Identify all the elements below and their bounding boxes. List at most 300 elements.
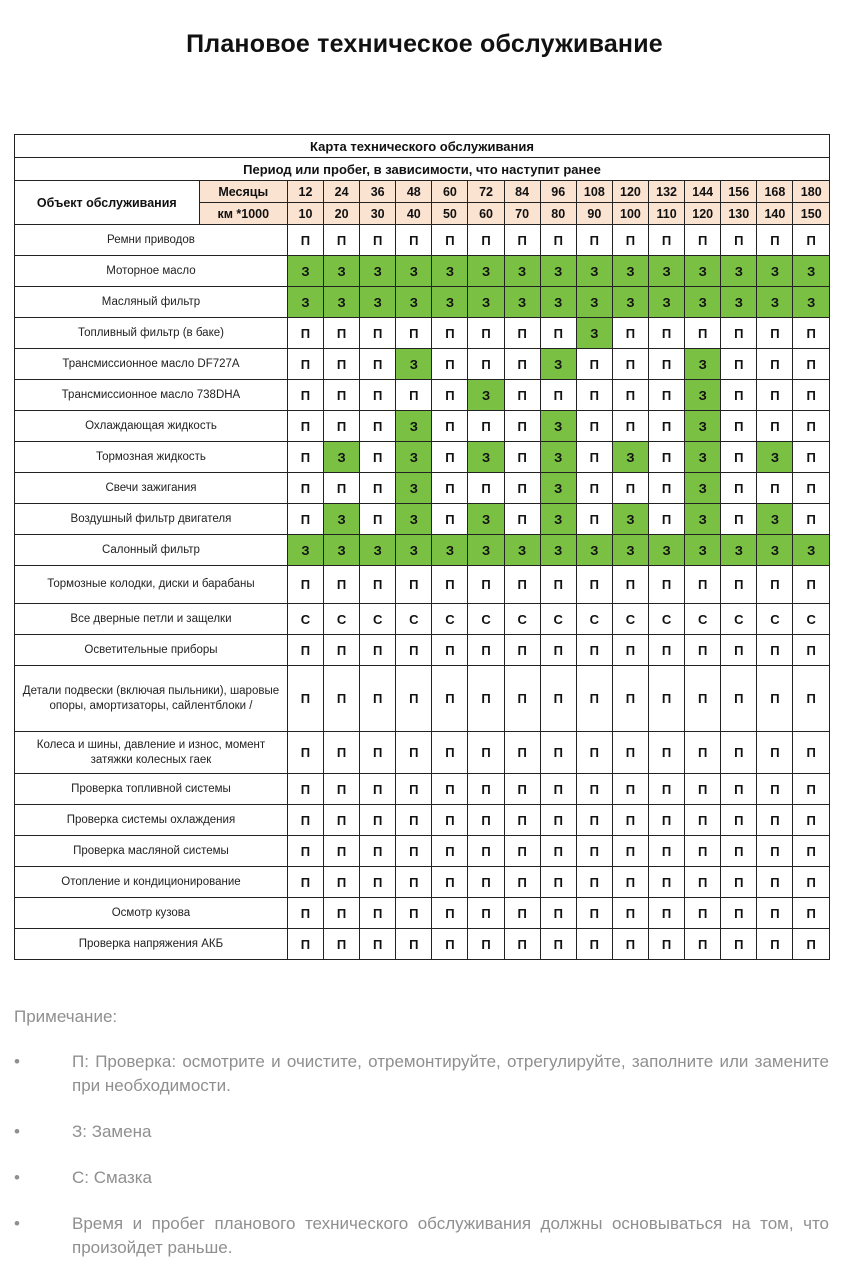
table-row: [15, 318, 830, 349]
schedule-cell: П: [649, 774, 685, 805]
service-item-name: Все дверные петли и защелки: [15, 604, 288, 635]
service-item-name: Детали подвески (включая пыльники), шаровые опоры, амортизаторы, сайлентблоки /: [15, 666, 288, 732]
schedule-cell: П: [649, 442, 685, 473]
schedule-cell: С: [468, 604, 504, 635]
schedule-cell: П: [432, 635, 468, 666]
schedule-cell: С: [793, 604, 830, 635]
schedule-cell: П: [468, 867, 504, 898]
schedule-cell: З: [793, 535, 830, 566]
schedule-cell: З: [432, 535, 468, 566]
schedule-cell: П: [685, 836, 721, 867]
schedule-cell: П: [721, 566, 757, 604]
schedule-cell: З: [468, 287, 504, 318]
service-item-name: Осветительные приборы: [15, 635, 288, 666]
schedule-cell: П: [540, 805, 576, 836]
schedule-cell: П: [504, 473, 540, 504]
km-header-cell: 20: [324, 203, 360, 225]
service-item-name: Проверка масляной системы: [15, 836, 288, 867]
service-item-name: Трансмиссионное масло DF727A: [15, 349, 288, 380]
schedule-cell: П: [721, 929, 757, 960]
schedule-cell: П: [360, 805, 396, 836]
schedule-cell: П: [432, 380, 468, 411]
schedule-cell: З: [396, 287, 432, 318]
schedule-cell: П: [504, 318, 540, 349]
note-item: [14, 1120, 829, 1144]
table-row: [15, 836, 830, 867]
schedule-cell: З: [468, 256, 504, 287]
schedule-cell: П: [576, 504, 612, 535]
schedule-cell: П: [793, 566, 830, 604]
service-item-name: Салонный фильтр: [15, 535, 288, 566]
schedule-cell: С: [757, 604, 793, 635]
schedule-cell: П: [649, 411, 685, 442]
schedule-cell: З: [576, 318, 612, 349]
schedule-cell: П: [360, 473, 396, 504]
schedule-cell: З: [721, 535, 757, 566]
schedule-cell: П: [432, 836, 468, 867]
schedule-cell: З: [576, 256, 612, 287]
schedule-cell: П: [287, 774, 323, 805]
schedule-cell: П: [757, 635, 793, 666]
schedule-cell: П: [793, 411, 830, 442]
schedule-cell: П: [612, 867, 648, 898]
schedule-cell: П: [360, 349, 396, 380]
month-header-cell: 132: [649, 181, 685, 203]
schedule-cell: З: [612, 535, 648, 566]
schedule-cell: П: [360, 225, 396, 256]
schedule-cell: З: [685, 411, 721, 442]
schedule-cell: П: [324, 566, 360, 604]
table-row: [15, 473, 830, 504]
schedule-cell: П: [468, 805, 504, 836]
schedule-cell: П: [287, 473, 323, 504]
schedule-cell: П: [576, 411, 612, 442]
schedule-cell: П: [468, 666, 504, 732]
schedule-cell: З: [324, 504, 360, 535]
schedule-cell: П: [649, 380, 685, 411]
schedule-cell: П: [721, 867, 757, 898]
schedule-cell: П: [721, 836, 757, 867]
maintenance-schedule-table: [14, 134, 830, 960]
schedule-cell: П: [793, 867, 830, 898]
table-row: [15, 380, 830, 411]
schedule-cell: П: [540, 566, 576, 604]
month-header-cell: 180: [793, 181, 830, 203]
schedule-cell: П: [504, 805, 540, 836]
schedule-cell: П: [287, 898, 323, 929]
schedule-cell: П: [360, 732, 396, 774]
schedule-cell: П: [396, 774, 432, 805]
schedule-cell: З: [649, 256, 685, 287]
schedule-cell: П: [612, 898, 648, 929]
schedule-cell: З: [721, 287, 757, 318]
schedule-cell: П: [612, 635, 648, 666]
schedule-cell: П: [649, 898, 685, 929]
km-header-cell: 60: [468, 203, 504, 225]
month-header-cell: 48: [396, 181, 432, 203]
schedule-cell: З: [396, 442, 432, 473]
schedule-cell: З: [396, 349, 432, 380]
schedule-cell: П: [793, 349, 830, 380]
table-row: [15, 411, 830, 442]
month-header-cell: 24: [324, 181, 360, 203]
schedule-cell: П: [432, 566, 468, 604]
km-header-cell: 100: [612, 203, 648, 225]
schedule-cell: П: [757, 380, 793, 411]
schedule-cell: П: [396, 867, 432, 898]
schedule-cell: П: [685, 732, 721, 774]
schedule-cell: З: [324, 256, 360, 287]
note-text: С: Смазка: [72, 1168, 153, 1187]
table-row: [15, 225, 830, 256]
schedule-cell: П: [757, 836, 793, 867]
schedule-cell: П: [685, 225, 721, 256]
month-header-cell: 108: [576, 181, 612, 203]
schedule-cell: П: [468, 929, 504, 960]
schedule-cell: З: [685, 504, 721, 535]
schedule-cell: П: [721, 442, 757, 473]
schedule-cell: П: [685, 774, 721, 805]
note-item: [14, 1166, 829, 1190]
schedule-cell: З: [324, 442, 360, 473]
schedule-cell: П: [468, 473, 504, 504]
page-title: Плановое техническое обслуживание: [186, 30, 663, 58]
schedule-cell: З: [360, 256, 396, 287]
schedule-cell: П: [793, 732, 830, 774]
service-item-name: Проверка топливной системы: [15, 774, 288, 805]
service-item-name: Масляный фильтр: [15, 287, 288, 318]
schedule-cell: П: [540, 836, 576, 867]
schedule-cell: П: [793, 473, 830, 504]
schedule-cell: П: [649, 318, 685, 349]
table-row: [15, 929, 830, 960]
schedule-cell: П: [360, 867, 396, 898]
schedule-cell: П: [576, 774, 612, 805]
schedule-cell: П: [432, 349, 468, 380]
service-item-name: Свечи зажигания: [15, 473, 288, 504]
schedule-cell: П: [721, 318, 757, 349]
schedule-cell: П: [649, 666, 685, 732]
schedule-cell: П: [649, 566, 685, 604]
schedule-cell: П: [576, 898, 612, 929]
schedule-cell: П: [504, 380, 540, 411]
schedule-cell: З: [468, 504, 504, 535]
km-header-cell: 140: [757, 203, 793, 225]
schedule-cell: П: [432, 442, 468, 473]
schedule-cell: П: [468, 732, 504, 774]
schedule-cell: С: [649, 604, 685, 635]
schedule-cell: З: [757, 287, 793, 318]
schedule-cell: П: [576, 666, 612, 732]
schedule-cell: П: [324, 929, 360, 960]
schedule-cell: П: [721, 473, 757, 504]
schedule-cell: П: [793, 929, 830, 960]
schedule-cell: П: [396, 929, 432, 960]
schedule-cell: П: [757, 411, 793, 442]
schedule-cell: П: [504, 867, 540, 898]
schedule-cell: П: [540, 867, 576, 898]
schedule-cell: П: [504, 349, 540, 380]
schedule-cell: П: [685, 898, 721, 929]
schedule-cell: З: [540, 287, 576, 318]
schedule-cell: П: [612, 732, 648, 774]
schedule-cell: П: [432, 225, 468, 256]
service-item-name: Тормозная жидкость: [15, 442, 288, 473]
schedule-cell: П: [685, 805, 721, 836]
km-header-cell: 150: [793, 203, 830, 225]
bullet-icon: •: [14, 1122, 20, 1141]
schedule-cell: П: [757, 774, 793, 805]
schedule-cell: З: [757, 535, 793, 566]
schedule-cell: П: [287, 566, 323, 604]
schedule-cell: П: [793, 635, 830, 666]
schedule-cell: З: [432, 287, 468, 318]
table-row: [15, 287, 830, 318]
schedule-cell: П: [576, 349, 612, 380]
schedule-cell: З: [468, 442, 504, 473]
schedule-cell: П: [360, 442, 396, 473]
schedule-cell: П: [793, 380, 830, 411]
schedule-cell: П: [576, 929, 612, 960]
schedule-cell: П: [396, 666, 432, 732]
schedule-cell: П: [324, 411, 360, 442]
schedule-cell: З: [540, 256, 576, 287]
schedule-cell: П: [649, 504, 685, 535]
schedule-cell: П: [287, 732, 323, 774]
month-header-cell: 168: [757, 181, 793, 203]
table-row: [15, 566, 830, 604]
schedule-cell: П: [360, 318, 396, 349]
schedule-cell: П: [432, 805, 468, 836]
schedule-cell: З: [757, 504, 793, 535]
schedule-cell: П: [793, 805, 830, 836]
schedule-cell: П: [757, 805, 793, 836]
schedule-cell: П: [287, 666, 323, 732]
schedule-cell: П: [432, 666, 468, 732]
schedule-cell: П: [793, 318, 830, 349]
schedule-cell: П: [540, 318, 576, 349]
notes-title: Примечание:: [14, 1007, 118, 1026]
schedule-cell: П: [576, 732, 612, 774]
schedule-cell: П: [757, 473, 793, 504]
schedule-cell: З: [396, 411, 432, 442]
months-label: Месяцы: [199, 181, 287, 203]
schedule-cell: П: [287, 349, 323, 380]
schedule-cell: П: [468, 566, 504, 604]
schedule-cell: П: [324, 349, 360, 380]
schedule-cell: П: [396, 566, 432, 604]
month-header-cell: 72: [468, 181, 504, 203]
schedule-cell: П: [432, 774, 468, 805]
months-header-row: [15, 181, 830, 203]
schedule-cell: П: [468, 225, 504, 256]
schedule-cell: С: [432, 604, 468, 635]
note-text: П: Проверка: осмотрите и очистите, отремонтируйте, отрегулируйте, заполните или замените при необходимости.: [72, 1052, 829, 1095]
month-header-cell: 156: [721, 181, 757, 203]
schedule-cell: П: [649, 929, 685, 960]
schedule-cell: З: [793, 256, 830, 287]
schedule-cell: П: [504, 929, 540, 960]
schedule-cell: З: [360, 287, 396, 318]
schedule-cell: П: [612, 225, 648, 256]
schedule-cell: П: [504, 635, 540, 666]
schedule-cell: З: [540, 504, 576, 535]
schedule-cell: П: [685, 666, 721, 732]
schedule-cell: П: [432, 929, 468, 960]
schedule-cell: З: [287, 535, 323, 566]
schedule-cell: П: [396, 318, 432, 349]
km-header-cell: 10: [287, 203, 323, 225]
schedule-cell: П: [757, 929, 793, 960]
schedule-cell: З: [612, 287, 648, 318]
schedule-cell: П: [721, 635, 757, 666]
schedule-cell: З: [721, 256, 757, 287]
schedule-cell: З: [685, 535, 721, 566]
schedule-cell: З: [540, 442, 576, 473]
schedule-cell: П: [793, 504, 830, 535]
schedule-cell: П: [432, 898, 468, 929]
schedule-cell: П: [757, 867, 793, 898]
note-item: [14, 1212, 829, 1260]
schedule-cell: П: [324, 774, 360, 805]
service-item-name: Моторное масло: [15, 256, 288, 287]
schedule-cell: З: [649, 535, 685, 566]
schedule-cell: З: [612, 442, 648, 473]
schedule-cell: П: [649, 836, 685, 867]
table-row: [15, 774, 830, 805]
km-header-cell: 70: [504, 203, 540, 225]
schedule-cell: З: [649, 287, 685, 318]
schedule-cell: П: [360, 635, 396, 666]
km-header-cell: 50: [432, 203, 468, 225]
schedule-cell: П: [432, 504, 468, 535]
schedule-cell: П: [540, 774, 576, 805]
km-label: км *1000: [199, 203, 287, 225]
schedule-cell: П: [721, 504, 757, 535]
service-item-name: Проверка системы охлаждения: [15, 805, 288, 836]
note-item: [14, 1050, 829, 1098]
km-header-cell: 110: [649, 203, 685, 225]
schedule-cell: П: [757, 666, 793, 732]
schedule-cell: П: [324, 666, 360, 732]
schedule-cell: З: [540, 535, 576, 566]
schedule-cell: П: [396, 380, 432, 411]
schedule-cell: П: [685, 635, 721, 666]
table-caption: Карта технического обслуживания: [15, 135, 830, 158]
schedule-cell: П: [793, 836, 830, 867]
schedule-cell: П: [287, 836, 323, 867]
schedule-cell: П: [468, 836, 504, 867]
km-header-cell: 30: [360, 203, 396, 225]
service-item-name: Топливный фильтр (в баке): [15, 318, 288, 349]
schedule-cell: П: [432, 318, 468, 349]
table-row: [15, 604, 830, 635]
object-column-header: Объект обслуживания: [15, 181, 200, 225]
schedule-cell: П: [287, 805, 323, 836]
schedule-cell: П: [360, 898, 396, 929]
table-row: [15, 867, 830, 898]
schedule-cell: З: [287, 256, 323, 287]
table-row: [15, 535, 830, 566]
service-item-name: Отопление и кондиционирование: [15, 867, 288, 898]
schedule-cell: С: [504, 604, 540, 635]
schedule-cell: П: [360, 504, 396, 535]
schedule-cell: С: [324, 604, 360, 635]
schedule-cell: С: [540, 604, 576, 635]
schedule-cell: П: [649, 349, 685, 380]
schedule-cell: П: [576, 380, 612, 411]
schedule-cell: З: [685, 442, 721, 473]
schedule-cell: П: [721, 349, 757, 380]
km-header-cell: 130: [721, 203, 757, 225]
schedule-cell: П: [360, 411, 396, 442]
schedule-cell: С: [360, 604, 396, 635]
schedule-cell: П: [504, 504, 540, 535]
schedule-cell: П: [649, 635, 685, 666]
schedule-cell: З: [685, 287, 721, 318]
schedule-cell: П: [360, 836, 396, 867]
schedule-cell: П: [540, 380, 576, 411]
schedule-cell: П: [396, 732, 432, 774]
schedule-cell: П: [649, 732, 685, 774]
service-item-name: Ремни приводов: [15, 225, 288, 256]
table-row: [15, 442, 830, 473]
schedule-cell: П: [757, 349, 793, 380]
month-header-cell: 84: [504, 181, 540, 203]
schedule-cell: З: [540, 473, 576, 504]
schedule-cell: С: [721, 604, 757, 635]
schedule-cell: П: [576, 867, 612, 898]
schedule-cell: П: [287, 867, 323, 898]
schedule-cell: П: [612, 473, 648, 504]
service-item-name: Трансмиссионное масло 738DHA: [15, 380, 288, 411]
schedule-cell: П: [721, 225, 757, 256]
schedule-cell: П: [685, 566, 721, 604]
bullet-icon: •: [14, 1052, 20, 1071]
month-header-cell: 36: [360, 181, 396, 203]
schedule-cell: П: [612, 380, 648, 411]
schedule-cell: П: [685, 929, 721, 960]
schedule-cell: П: [324, 318, 360, 349]
schedule-cell: П: [721, 380, 757, 411]
schedule-cell: П: [540, 635, 576, 666]
service-item-name: Тормозные колодки, диски и барабаны: [15, 566, 288, 604]
km-header-cell: 120: [685, 203, 721, 225]
schedule-cell: П: [576, 566, 612, 604]
schedule-cell: З: [540, 411, 576, 442]
schedule-cell: П: [721, 774, 757, 805]
table-caption-row: [15, 135, 830, 158]
schedule-cell: П: [396, 635, 432, 666]
km-header-cell: 80: [540, 203, 576, 225]
schedule-cell: П: [324, 380, 360, 411]
schedule-cell: П: [612, 805, 648, 836]
schedule-cell: П: [360, 380, 396, 411]
schedule-cell: С: [685, 604, 721, 635]
schedule-cell: П: [504, 774, 540, 805]
schedule-cell: П: [685, 867, 721, 898]
schedule-cell: П: [540, 929, 576, 960]
schedule-cell: П: [396, 805, 432, 836]
schedule-cell: П: [576, 836, 612, 867]
schedule-cell: П: [324, 473, 360, 504]
schedule-cell: П: [612, 774, 648, 805]
schedule-cell: П: [612, 836, 648, 867]
schedule-cell: П: [324, 635, 360, 666]
schedule-cell: З: [360, 535, 396, 566]
schedule-cell: П: [324, 836, 360, 867]
schedule-cell: П: [721, 411, 757, 442]
